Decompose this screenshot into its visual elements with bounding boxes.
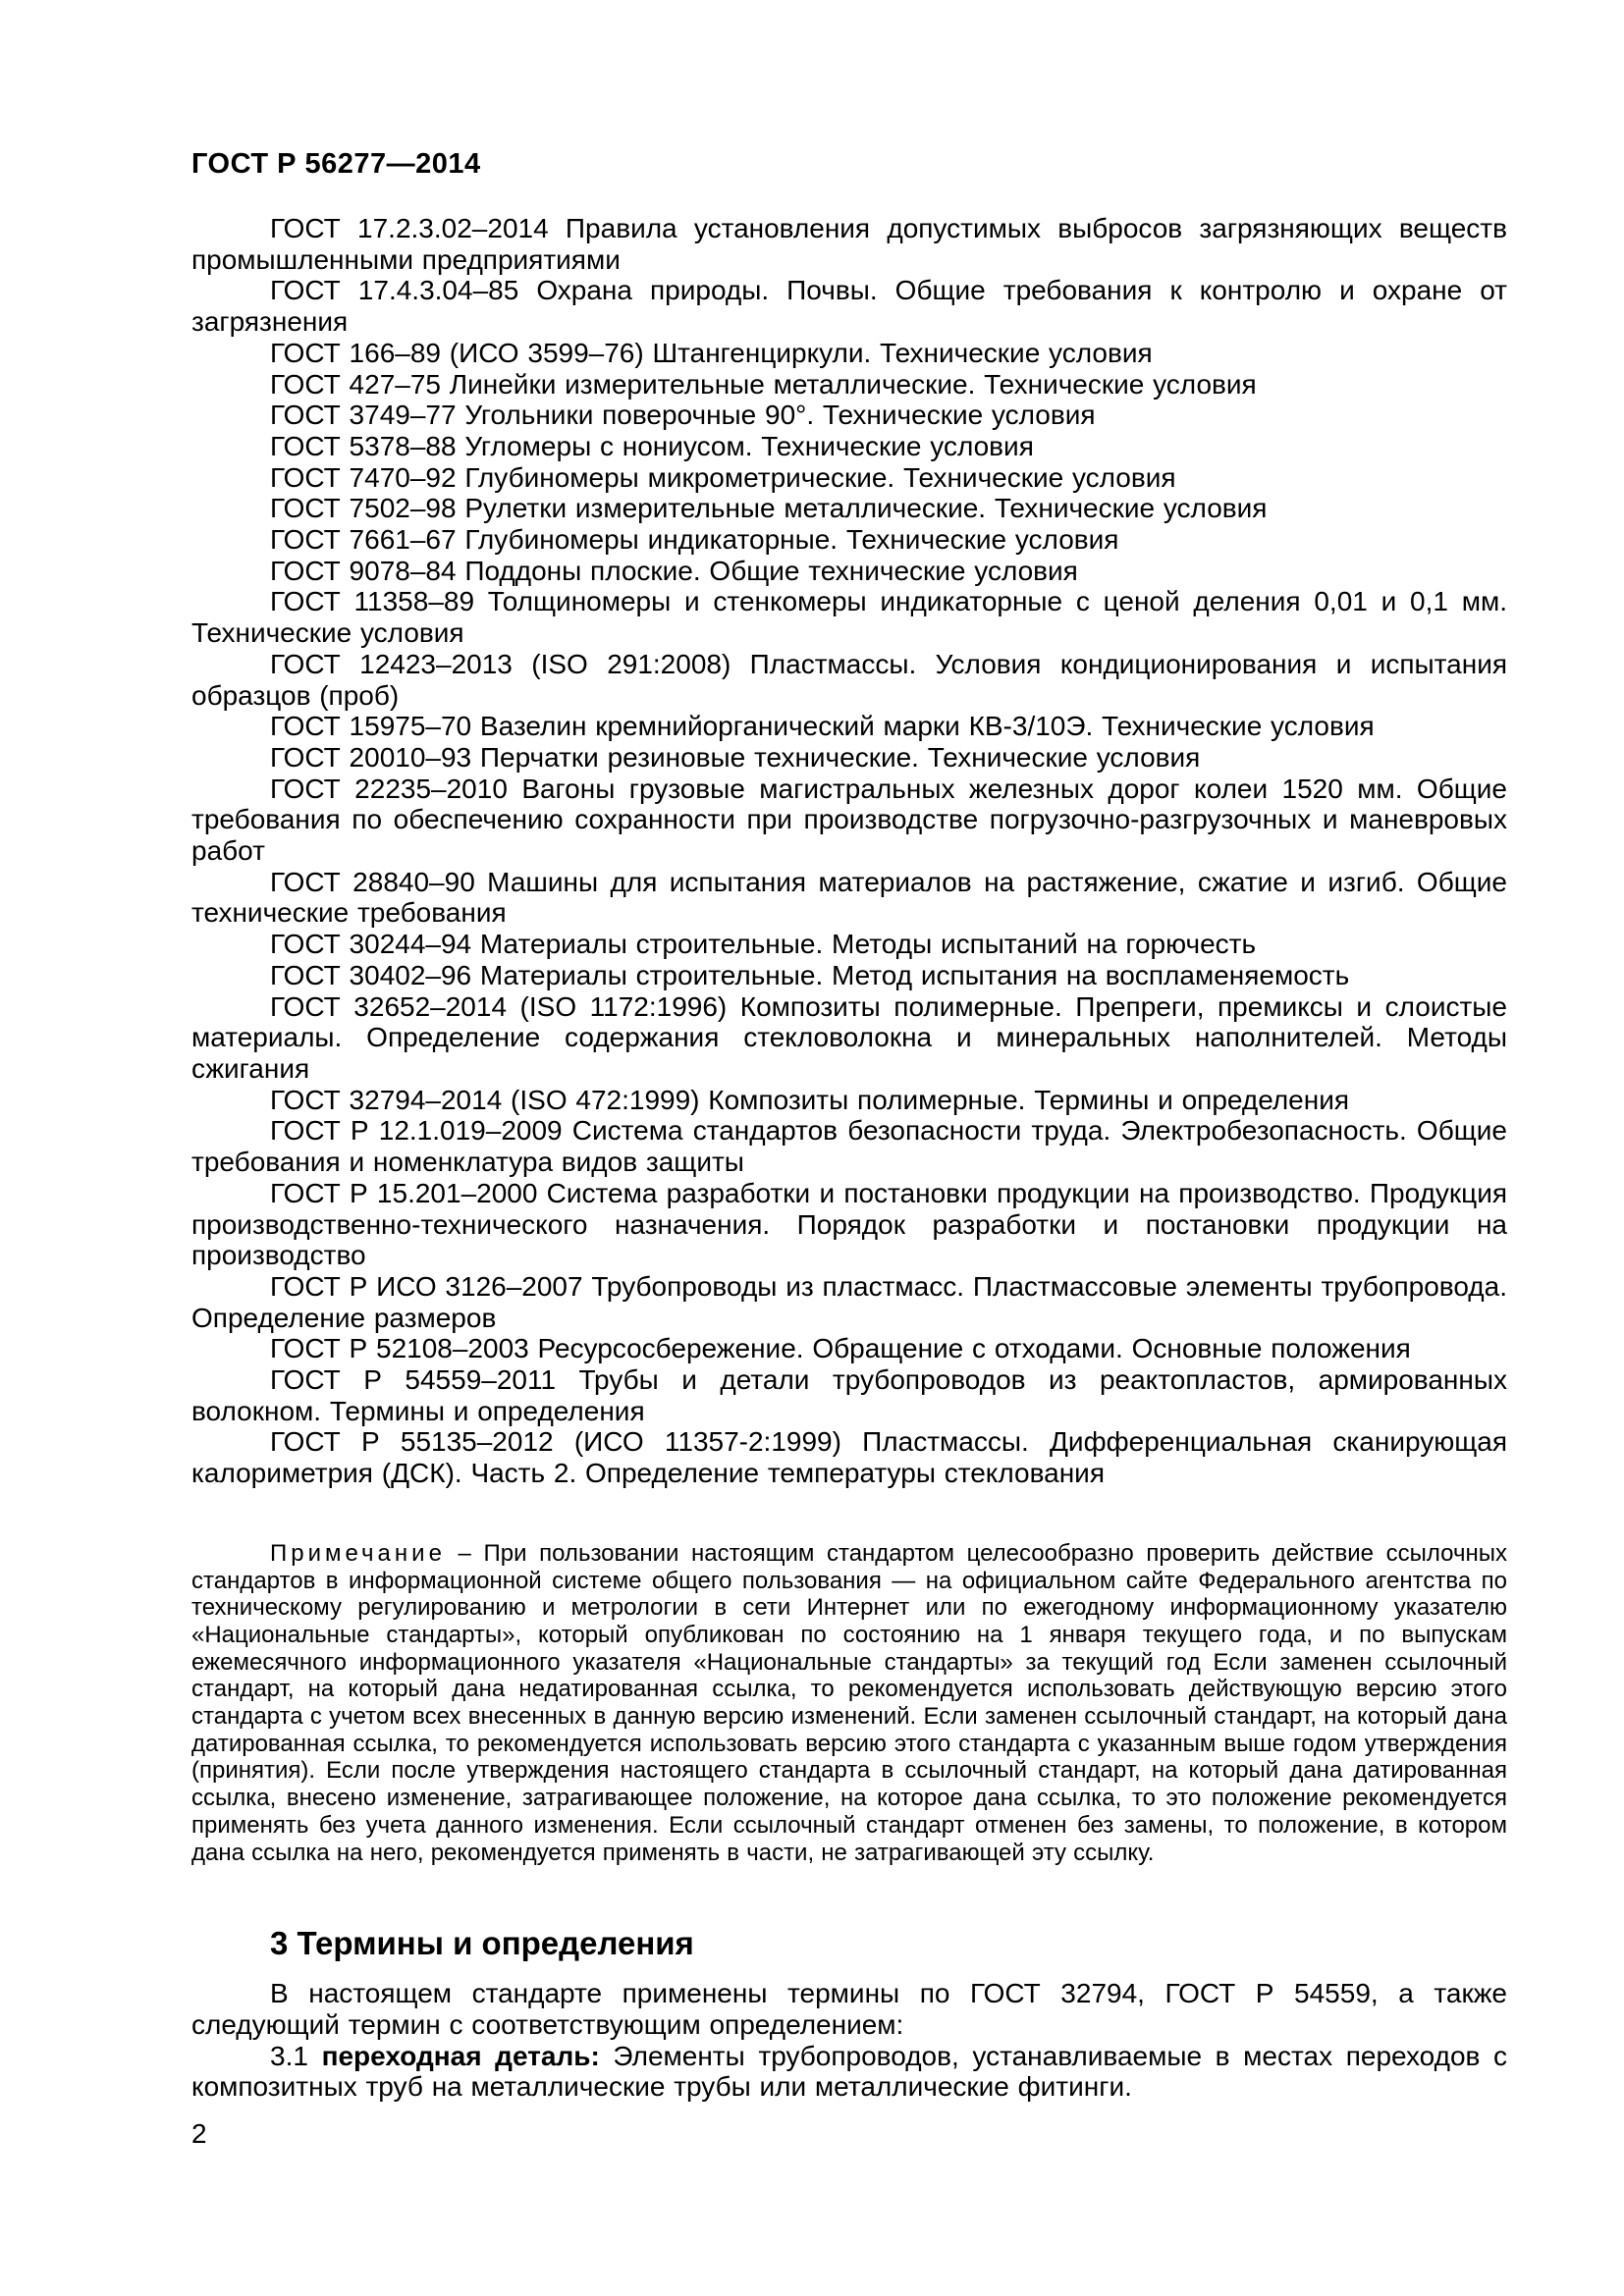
reference-paragraph: ГОСТ 3749–77 Угольники поверочные 90°. Технические условия: [270, 400, 1096, 431]
section-intro-paragraph: В настоящем стандарте применены термины по ГОСТ 32794, ГОСТ Р 54559, а также следующий термин с соответствующим определением:: [191, 1978, 1507, 2040]
reference-paragraph: ГОСТ 15975–70 Вазелин кремнийорганический марки КВ-3/10Э. Технические условия: [270, 711, 1375, 742]
reference-paragraph: ГОСТ 7470–92 Глубиномеры микрометрические. Технические условия: [270, 461, 1176, 493]
document-header-standard-number: ГОСТ Р 56277—2014: [191, 148, 481, 180]
reference-paragraph: ГОСТ 17.4.3.04–85 Охрана природы. Почвы. Общие требования к контролю и охране от загрязнения: [191, 275, 1507, 338]
reference-paragraph: ГОСТ 32652–2014 (ISO 1172:1996) Композиты полимерные. Препреги, премиксы и слоистые материалы. Определение содержания стекловолокна и минеральных наполнителей. Методы сжигания: [191, 990, 1507, 1084]
reference-paragraph: ГОСТ 11358–89 Толщиномеры и стенкомеры индикаторные с ценой деления 0,01 и 0,1 мм. Технические условия: [191, 586, 1507, 649]
term-number: 3.1: [270, 2040, 322, 2071]
reference-paragraph: ГОСТ 28840–90 Машины для испытания материалов на растяжение, сжатие и изгиб. Общие технические требования: [191, 866, 1507, 929]
reference-paragraph: ГОСТ Р 55135–2012 (ИСО 11357-2:1999) Пластмассы. Дифференциальная сканирующая калориметрия (ДСК). Часть 2. Определение температуры стеклования: [191, 1426, 1507, 1489]
reference-paragraph: ГОСТ 427–75 Линейки измерительные металлические. Технические условия: [270, 368, 1257, 400]
reference-paragraph: ГОСТ 166–89 (ИСО 3599–76) Штангенциркули. Технические условия: [270, 337, 1153, 368]
reference-paragraph: ГОСТ 32794–2014 (ISO 472:1999) Композиты полимерные. Термины и определения: [270, 1084, 1350, 1115]
reference-paragraph: ГОСТ 30402–96 Материалы строительные. Метод испытания на воспламеняемость: [270, 959, 1350, 990]
page-number: 2: [191, 2118, 207, 2150]
document-content: [191, 0, 1507, 2149]
term-name: переходная деталь:: [321, 2040, 614, 2071]
reference-paragraph: ГОСТ 17.2.3.02–2014 Правила установления допустимых выбросов загрязняющих веществ промышленными предприятиями: [191, 213, 1507, 275]
section-heading-terms-and-definitions: 3 Термины и определения: [270, 1925, 694, 1962]
reference-paragraph: ГОСТ 5378–88 Угломеры с нониусом. Технические условия: [270, 430, 1034, 461]
reference-paragraph: ГОСТ Р ИСО 3126–2007 Трубопроводы из пластмасс. Пластмассовые элементы трубопровода. Определение размеров: [191, 1270, 1507, 1333]
note-text: При пользовании настоящим стандартом целесообразно проверить действие ссылочных стандартов в информационной системе общего пользования — на официальном сайте Федерального агентства по техническому регулированию и метрологии в сети Интернет или по ежегодному информационному указателю «Национальные стандарты», который опубликован по состоянию на 1 января текущего года, и по выпускам ежемесячного информационного указателя «Национальные стандарты» за текущий год Если заменен ссылочный стандарт, на который дана недатированная ссылка, то рекомендуется использовать действующую версию этого стандарта с учетом всех внесенных в данную версию изменений. Если заменен ссылочный стандарт, на который дана датированная ссылка, то рекомендуется использовать версию этого стандарта с указанным выше годом утверждения (принятия). Если после утверждения настоящего стандарта в ссылочный стандарт, на который дана датированная ссылка, внесено изменение, затрагивающее положение, на которое дана ссылка, то это положение рекомендуется применять без учета данного изменения. Если ссылочный стандарт отменен без замены, то положение, в котором дана ссылка на него, рекомендуется применять в части, не затрагивающей эту ссылку.: [191, 1539, 1507, 1866]
reference-paragraph: ГОСТ Р 54559–2011 Трубы и детали трубопроводов из реактопластов, армированных волокном. Термины и определения: [191, 1364, 1507, 1426]
note-paragraph: [191, 1540, 1507, 1866]
reference-paragraph: ГОСТ 12423–2013 (ISO 291:2008) Пластмассы. Условия кондиционирования и испытания образцов (проб): [191, 648, 1507, 711]
reference-paragraph: ГОСТ Р 52108–2003 Ресурсосбережение. Обращение с отходами. Основные положения: [270, 1333, 1411, 1364]
note-label: Примечание: [270, 1539, 446, 1567]
reference-paragraph: ГОСТ 20010–93 Перчатки резиновые технические. Технические условия: [270, 741, 1201, 773]
reference-paragraph: ГОСТ Р 15.201–2000 Система разработки и постановки продукции на производство. Продукция производственно-технического назначения. Порядок разработки и постановки продукции на производство: [191, 1177, 1507, 1271]
term-definition-text: Элементы трубопроводов, устанавливаемые в местах переходов с композитных труб на металлические трубы или металлические фитинги.: [191, 2040, 1508, 2103]
reference-paragraph: ГОСТ 22235–2010 Вагоны грузовые магистральных железных дорог колеи 1520 мм. Общие требования по обеспечению сохранности при производстве погрузочно-разгрузочных и маневровых работ: [191, 773, 1507, 867]
note-separator-dash: –: [445, 1539, 484, 1567]
reference-paragraph: ГОСТ 9078–84 Поддоны плоские. Общие технические условия: [270, 555, 1078, 586]
term-definition-paragraph: [191, 2041, 1507, 2103]
reference-paragraph: ГОСТ Р 12.1.019–2009 Система стандартов безопасности труда. Электробезопасность. Общие требования и номенклатура видов защиты: [191, 1115, 1507, 1178]
reference-paragraph: ГОСТ 30244–94 Материалы строительные. Методы испытаний на горючесть: [270, 929, 1257, 960]
reference-paragraph: ГОСТ 7502–98 Рулетки измерительные металлические. Технические условия: [270, 493, 1268, 524]
reference-paragraph: ГОСТ 7661–67 Глубиномеры индикаторные. Технические условия: [270, 524, 1119, 556]
normative-references-list: [191, 213, 1507, 1489]
